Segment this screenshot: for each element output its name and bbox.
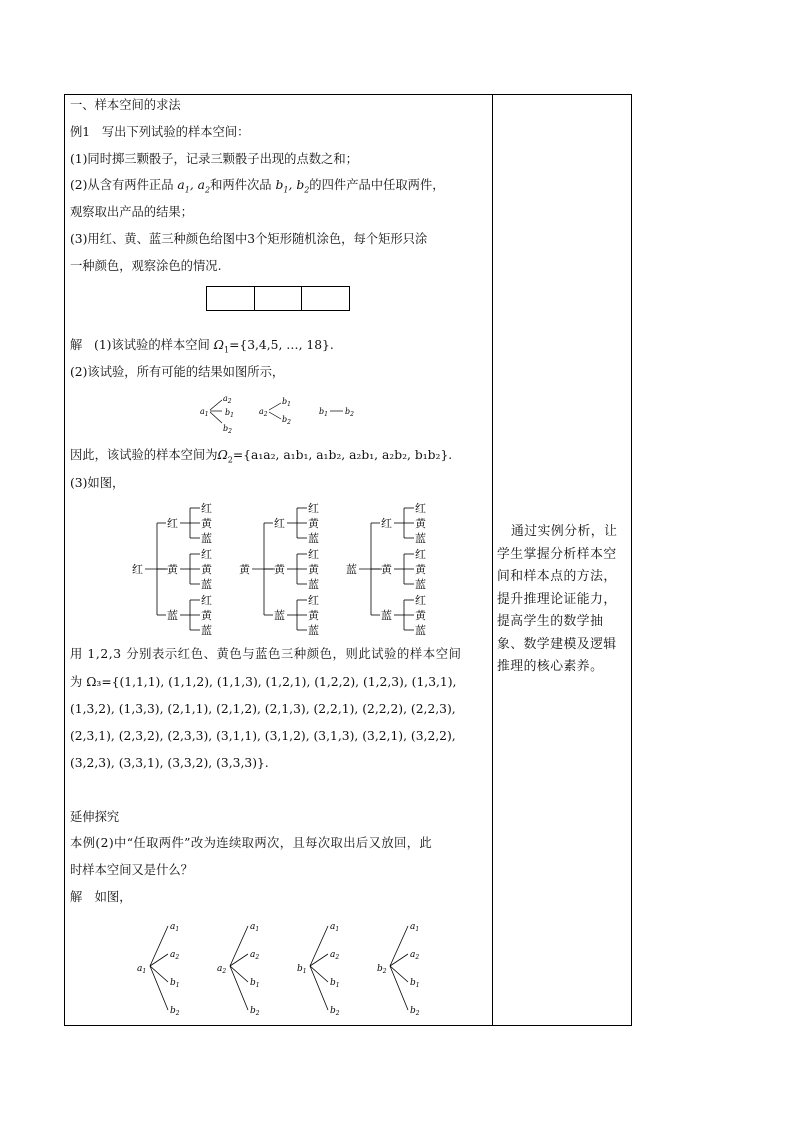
solution-2-line1: (2)该试验，所有可能的结果如图所示，: [70, 365, 285, 379]
tree-b1: $b_1$: [319, 407, 328, 418]
tree-second-label: 红: [167, 517, 178, 530]
tree-second-label: 红: [274, 517, 285, 530]
tree-leaf-label: $a_2$: [330, 950, 340, 961]
tree-root-label: $b_2$: [377, 964, 387, 975]
solution-1: 解 (1)该试验的样本空间 $\Omega_1=\{3,4,5$, …, 18}.: [70, 338, 334, 355]
tree-leaf-label: 红: [201, 548, 212, 561]
extension-solution: 解 如图，: [70, 890, 132, 904]
tree-leaf-label: 蓝: [308, 624, 319, 637]
rectangle-3: [302, 287, 349, 310]
tree-second-label: 黄: [381, 563, 392, 576]
tree-leaf-label: 红: [308, 502, 319, 515]
tree-second-label: 红: [381, 517, 392, 530]
tree-a2: $a_2$: [259, 407, 268, 418]
svg-text:b2: $b_2$: [345, 407, 354, 418]
tree-leaf-label: $a_2$: [170, 950, 180, 961]
tree-a1: $a_1$: [200, 407, 209, 418]
tree-leaf-label: 红: [308, 548, 319, 561]
tree-leaf-label: 黄: [308, 563, 319, 576]
tree-leaf-label: $a_1$: [170, 922, 180, 933]
extension-title: 延伸探究: [70, 810, 120, 824]
replacement-tree-diagram: [120, 912, 450, 1020]
tree-leaf-label: $b_2$: [410, 1006, 420, 1017]
tree-leaf-label: 黄: [201, 563, 212, 576]
tree-root-label: $a_2$: [217, 964, 227, 975]
column-divider: [492, 94, 493, 1026]
solution-3-text-3: (1,3,2), (1,3,3), (2,1,1), (2,1,2), (2,1,3), (2,2,1), (2,2,2), (2,2,3),: [70, 702, 456, 716]
example-line: [70, 123, 249, 141]
svg-text:b1: $b_1$: [282, 397, 291, 408]
tree-leaf-label: $b_1$: [250, 978, 260, 989]
tree-leaf-label: 黄: [308, 609, 319, 622]
tree-leaf-label: 蓝: [308, 532, 319, 545]
solution-3-text-5: (3,2,3), (3,3,1), (3,3,2), (3,3,3)}.: [70, 756, 269, 770]
rectangle-2: [255, 287, 303, 310]
tree-leaf-label: 黄: [201, 517, 212, 530]
question-1: (1)同时掷三颗骰子，记录三颗骰子出现的点数之和；: [70, 152, 358, 166]
question-3-line2: 一种颜色，观察涂色的情况.: [70, 259, 222, 273]
solution-3-line1: (3)如图，: [70, 476, 125, 490]
svg-text:b2: $b_2$: [282, 415, 291, 426]
question-3-line1: (3)用红、黄、蓝三种颜色给图中3个矩形随机涂色，每个矩形只涂: [70, 232, 428, 246]
tree-leaf-label: 红: [201, 502, 212, 515]
teaching-note: 通过实例分析，让学生掌握分析样本空间和样本点的方法，提升推理论证能力，提高学生的数学抽象、数学建模及逻辑推理的核心素养。: [497, 524, 618, 674]
tree-root-label: $b_1$: [297, 964, 307, 975]
color-tree-diagram: [120, 498, 450, 640]
tree-leaf-label: 蓝: [415, 624, 426, 637]
svg-text:b2: $b_2$: [223, 424, 232, 435]
tree-leaf-label: $b_2$: [170, 1006, 180, 1017]
solution-3-text-2: 为 Ω₃={(1,1,1), (1,1,2), (1,1,3), (1,2,1), (1,2,2), (1,2,3), (1,3,1),: [70, 675, 457, 689]
tree-leaf-label: $a_2$: [410, 950, 420, 961]
tree-leaf-label: 蓝: [201, 624, 212, 637]
tree-leaf-label: 黄: [415, 609, 426, 622]
tree-leaf-label: 红: [308, 594, 319, 607]
three-rectangles: [206, 286, 350, 311]
tree-root-label: 红: [132, 563, 143, 576]
rectangle-1: [207, 287, 255, 310]
example-label: 例1: [70, 125, 91, 139]
tree-leaf-label: $b_2$: [250, 1006, 260, 1017]
tree-leaf-label: 红: [415, 548, 426, 561]
tree-root-label: 黄: [239, 563, 250, 576]
example-prompt: 写出下列试验的样本空间：: [101, 125, 250, 139]
tree-leaf-label: $a_1$: [250, 922, 260, 933]
tree-leaf-label: 黄: [308, 517, 319, 530]
tree-leaf-label: 黄: [415, 517, 426, 530]
solution-2-line2: 因此，该试验的样本空间为$\Omega_2=\{a_1a_2$, a₁b₁, a₁b₂, a₂b₁, a₂b₂, b₁b₂}.: [70, 448, 453, 465]
svg-text:b1: $b_1$: [225, 408, 234, 419]
tree-second-label: 蓝: [274, 609, 285, 622]
tree-second-label: 黄: [274, 563, 285, 576]
tree-leaf-label: 红: [415, 594, 426, 607]
tree-leaf-label: 蓝: [201, 578, 212, 591]
tree-leaf-label: 蓝: [308, 578, 319, 591]
tree-second-label: 黄: [167, 563, 178, 576]
tree-leaf-label: $b_1$: [170, 978, 180, 989]
question-2-line1: (2)从含有两件正品 $a_1$, $a_2$和两件次品 $b_1$, $b_2$的四件产品中任取两件，: [70, 178, 445, 195]
tree-leaf-label: 红: [201, 594, 212, 607]
tree-leaf-label: $b_2$: [330, 1006, 340, 1017]
tree-leaf-label: $b_1$: [410, 978, 420, 989]
tree-root-label: 蓝: [346, 563, 357, 576]
solution-3-text-1: 用 1,2,3 分别表示红色、黄色与蓝色三种颜色，则此试验的样本空间: [70, 647, 462, 661]
tree-leaf-label: $a_1$: [410, 922, 420, 933]
tree-leaf-label: $a_2$: [250, 950, 260, 961]
svg-text:a2: $a_2$: [223, 394, 232, 405]
product-tree-diagram: [195, 390, 375, 436]
question-2-line2: 观察取出产品的结果；: [70, 205, 193, 219]
tree-leaf-label: 蓝: [415, 578, 426, 591]
tree-leaf-label: 红: [415, 502, 426, 515]
tree-leaf-label: $a_1$: [330, 922, 340, 933]
tree-leaf-label: 黄: [415, 563, 426, 576]
tree-leaf-label: 黄: [201, 609, 212, 622]
tree-leaf-label: $b_1$: [330, 978, 340, 989]
tree-root-label: $a_1$: [137, 964, 147, 975]
tree-second-label: 蓝: [167, 609, 178, 622]
solution-3-text-4: (2,3,1), (2,3,2), (2,3,3), (3,1,1), (3,1,2), (3,1,3), (3,2,1), (3,2,2),: [70, 729, 456, 743]
section-heading: 一、样本空间的求法: [70, 98, 181, 112]
tree-leaf-label: 蓝: [201, 532, 212, 545]
extension-line1: 本例(2)中“任取两件”改为连续取两次，且每次取出后又放回，此: [70, 836, 433, 850]
tree-leaf-label: 蓝: [415, 532, 426, 545]
tree-second-label: 蓝: [381, 609, 392, 622]
extension-line2: 时样本空间又是什么？: [70, 863, 193, 877]
